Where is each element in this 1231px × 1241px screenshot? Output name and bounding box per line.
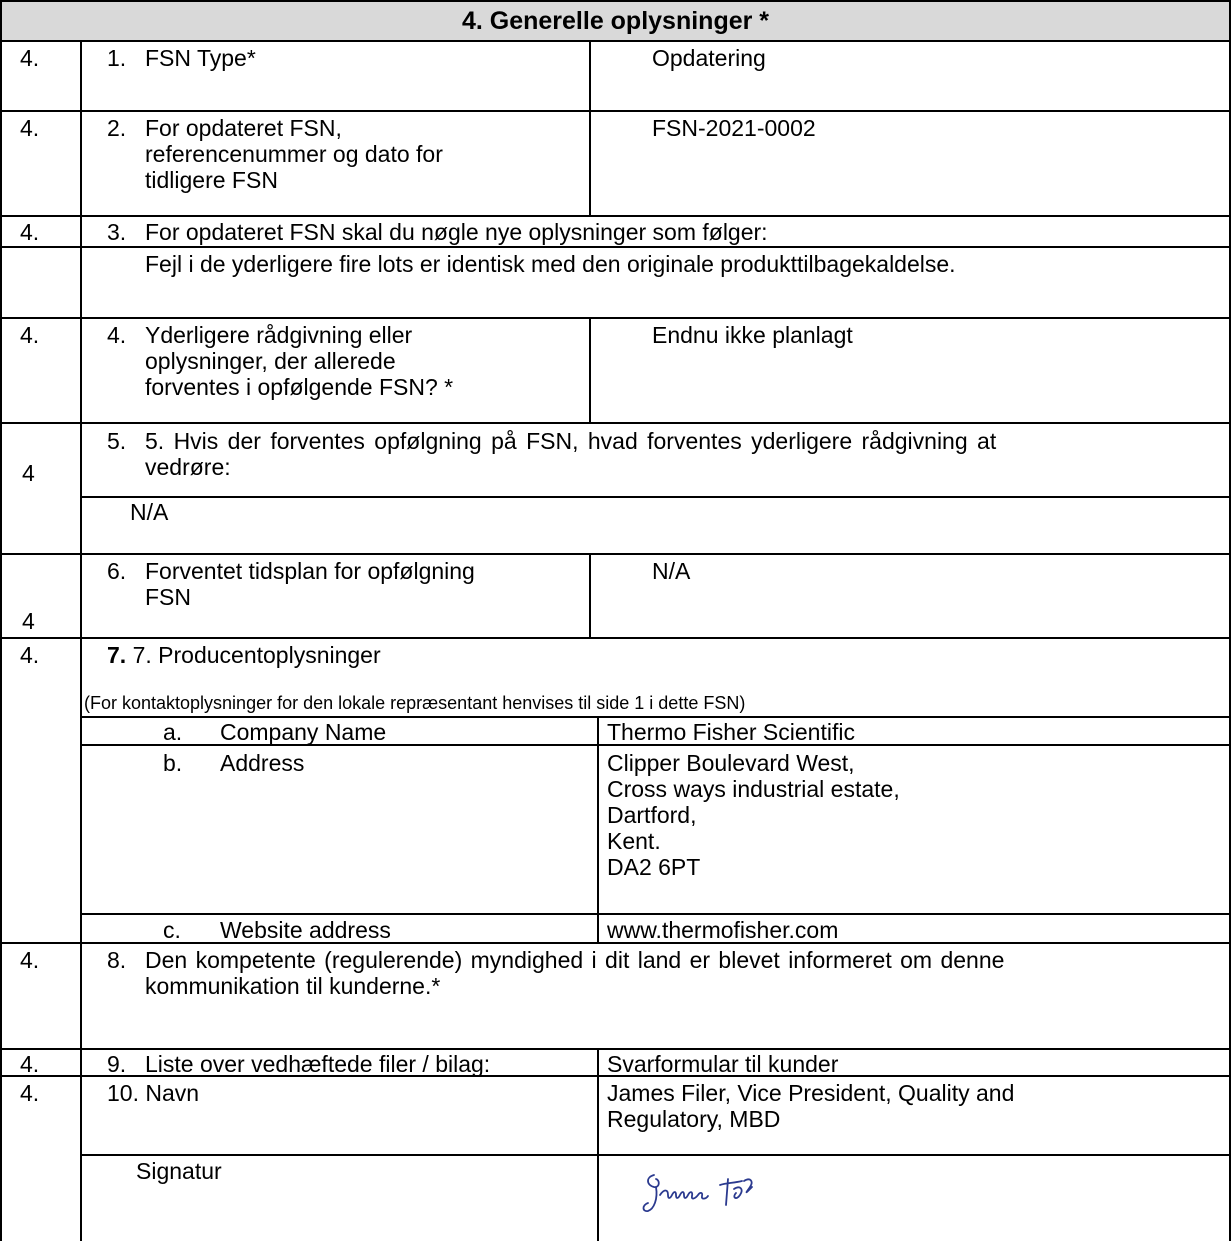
row4-number: 4. xyxy=(20,322,40,348)
row3-text: Fejl i de yderligere fire lots er identisk med den originale produkttilbagekaldelse. xyxy=(145,251,956,277)
row2-item-number: 2. xyxy=(107,115,127,141)
company-name-label: Company Name xyxy=(220,719,387,745)
row9-number: 4. xyxy=(20,1051,40,1077)
row7-item-number xyxy=(107,642,381,668)
row3-number: 4. xyxy=(20,219,40,245)
row6-number: 4 xyxy=(22,608,35,634)
row4-label-line-2: oplysninger, der allerede xyxy=(145,348,396,374)
row10-value-line-1: James Filer, Vice President, Quality and xyxy=(607,1080,1015,1106)
row7-item-number-bold: 7. xyxy=(107,642,127,668)
address-line-3: Dartford, xyxy=(607,802,697,828)
row5-label-line-1: 5. Hvis der forventes opfølgning på FSN, hvad forventes yderligere rådgivning at xyxy=(145,428,997,454)
row8-item-number: 8. xyxy=(107,947,127,973)
signature-image xyxy=(640,1165,790,1220)
row10-label: 10. Navn xyxy=(107,1080,200,1106)
row5-label-line-2: vedrøre: xyxy=(145,454,231,480)
address-key: b. xyxy=(163,750,183,776)
row3-item-number: 3. xyxy=(107,219,127,245)
row1-label: FSN Type* xyxy=(145,45,256,71)
section-header-title: 4. Generelle oplysninger * xyxy=(461,7,770,35)
row1-value: Opdatering xyxy=(652,45,766,71)
company-name-value: Thermo Fisher Scientific xyxy=(607,719,855,745)
row4-label-line-3: forventes i opfølgende FSN? * xyxy=(145,374,454,400)
address-line-4: Kent. xyxy=(607,828,661,854)
row1-item-number: 1. xyxy=(107,45,127,71)
row5-value: N/A xyxy=(130,499,169,525)
row10-value-line-2: Regulatory, MBD xyxy=(607,1106,781,1132)
row6-value: N/A xyxy=(652,558,691,584)
row4-value: Endnu ikke planlagt xyxy=(652,322,853,348)
row9-value: Svarformular til kunder xyxy=(607,1051,839,1077)
row6-item-number: 6. xyxy=(107,558,127,584)
row7-label: 7. Producentoplysninger xyxy=(126,642,381,668)
row6-label-line-2: FSN xyxy=(145,584,191,610)
row4-item-number: 4. xyxy=(107,322,127,348)
row5-item-number: 5. xyxy=(107,428,127,454)
row8-label-line-2: kommunikation til kunderne.* xyxy=(145,973,441,999)
website-key: c. xyxy=(163,917,181,943)
row2-label-line-3: tidligere FSN xyxy=(145,167,278,193)
row8-label-line-1: Den kompetente (regulerende) myndighed i dit land er blevet informeret om denne xyxy=(145,947,1005,973)
address-line-5: DA2 6PT xyxy=(607,854,701,880)
address-line-2: Cross ways industrial estate, xyxy=(607,776,900,802)
row4-label-line-1: Yderligere rådgivning eller xyxy=(145,322,413,348)
signature-label: Signatur xyxy=(136,1158,222,1184)
row2-value: FSN-2021-0002 xyxy=(652,115,816,141)
row7-number: 4. xyxy=(20,642,40,668)
row2-label-line-1: For opdateret FSN, xyxy=(145,115,342,141)
row3-label: For opdateret FSN skal du nøgle nye oplysninger som følger: xyxy=(145,219,768,245)
website-label: Website address xyxy=(220,917,391,943)
address-line-1: Clipper Boulevard West, xyxy=(607,750,855,776)
row9-label: Liste over vedhæftede filer / bilag: xyxy=(145,1051,491,1077)
row8-number: 4. xyxy=(20,947,40,973)
row5-number: 4 xyxy=(22,460,35,486)
website-value: www.thermofisher.com xyxy=(607,917,839,943)
row9-item-number: 9. xyxy=(107,1051,127,1077)
row1-number: 4. xyxy=(20,45,40,71)
row2-label-line-2: referencenummer og dato for xyxy=(145,141,443,167)
row6-label-line-1: Forventet tidsplan for opfølgning xyxy=(145,558,475,584)
row7-note: (For kontaktoplysninger for den lokale repræsentant henvises til side 1 i dette FSN) xyxy=(84,693,746,713)
address-label: Address xyxy=(220,750,305,776)
row2-number: 4. xyxy=(20,115,40,141)
company-name-key: a. xyxy=(163,719,183,745)
row10-number: 4. xyxy=(20,1080,40,1106)
